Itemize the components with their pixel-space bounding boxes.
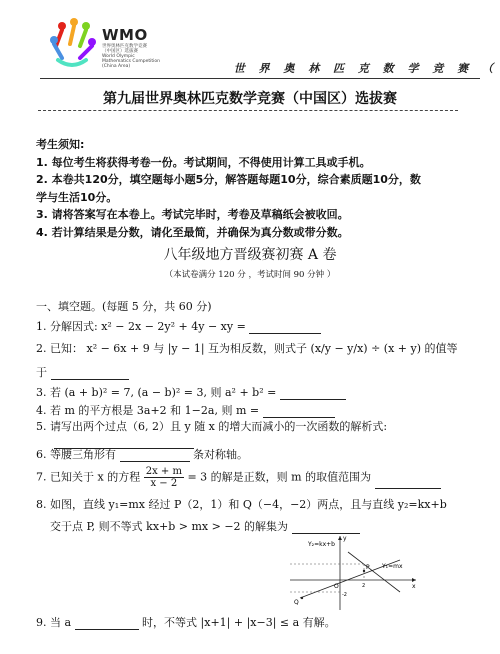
question-2-text-cont: 于	[36, 366, 47, 379]
line-y2	[348, 552, 400, 592]
answer-blank-4[interactable]	[263, 405, 335, 418]
question-9-text-end: 时，不等式 |x+1| + |x−3| ≤ a 有解。	[142, 616, 336, 629]
question-2-cont	[36, 364, 129, 380]
question-5-text: 5. 请写出两个过点（6, 2）且 y 随 x 的增大而减小的一次函数的解析式:	[36, 420, 388, 433]
answer-blank-1[interactable]	[249, 321, 321, 334]
question-6	[36, 446, 248, 462]
notice-block	[36, 136, 421, 241]
question-8-text: 8. 如图，直线 y₁=mx 经过 P（2，1）和 Q（−4，−2）两点，且与直线 y₂=kx+b	[36, 498, 447, 511]
label-y1: Y₁=mx	[382, 563, 403, 570]
question-7-text: 7. 已知关于 x 的方程	[36, 470, 141, 484]
logo-sub-en: World Olympic Mathematics Competition (China Area)	[102, 54, 160, 69]
dashed-divider	[38, 110, 458, 111]
exam-title: 八年级地方晋级赛初赛 A 卷	[163, 247, 337, 263]
logo-sub-cn: 世界奥林匹克数学竞赛	[102, 44, 147, 49]
label-o: O	[334, 583, 339, 590]
label-y-axis: y	[343, 535, 347, 542]
question-3	[36, 384, 346, 400]
logo-sub-cn2: （中国区）选拔赛	[102, 49, 138, 54]
header-rule	[40, 78, 480, 79]
point-q	[301, 597, 303, 599]
question-8-text-cont: 交于点 P, 则不等式 kx+b > mx > −2 的解集为	[50, 520, 289, 533]
tick-neg2: -2	[342, 592, 347, 598]
label-p: P	[366, 564, 370, 571]
question-2	[36, 340, 458, 356]
question-6-text-end: 条对称轴。	[193, 448, 248, 461]
label-q: Q	[294, 599, 299, 606]
question-9	[36, 614, 336, 630]
notice-heading: 考生须知:	[36, 138, 85, 151]
question-8	[36, 496, 447, 512]
answer-blank-6[interactable]	[120, 449, 190, 462]
fraction-numerator: 2x + m	[145, 466, 182, 477]
question-6-text: 6. 等腰三角形有	[36, 448, 116, 461]
answer-blank-3[interactable]	[280, 387, 346, 400]
question-7	[36, 466, 441, 489]
label-x-axis: x	[412, 583, 416, 590]
x-axis-arrow	[412, 578, 416, 582]
main-title: 第九届世界奥林匹克数学竞赛（中国区）选拔赛	[103, 91, 397, 107]
y-axis-arrow	[338, 536, 342, 540]
question-7-text-end: = 3 的解是正数，则 m 的取值范围为	[187, 470, 372, 484]
question-1	[36, 318, 321, 334]
answer-blank-9[interactable]	[75, 617, 139, 630]
question-4-text: 4. 若 m 的平方根是 3a+2 和 1−2a, 则 m =	[36, 404, 260, 417]
exam-note: （本试卷满分 120 分 ，考试时间 90 分钟 ）	[164, 270, 336, 280]
logo-text	[102, 26, 162, 69]
answer-blank-7[interactable]	[375, 476, 441, 489]
point-p	[363, 570, 365, 572]
notice-item: 4. 若计算结果是分数，请化至最简，并确保为真分数或带分数。	[36, 225, 349, 239]
question-4	[36, 402, 335, 418]
question-7-fraction	[144, 466, 184, 489]
label-y2: Y₂=kx+b	[308, 541, 335, 548]
section-heading: 一、填空题。(每题 5 分，共 60 分)	[36, 300, 212, 313]
question-9-text: 9. 当 a	[36, 616, 72, 629]
notice-item: 2. 本卷共120分，填空题每小题5分，解答题每题10分，综合素质题10分，数	[36, 173, 421, 186]
header-right-text: 世 界 奥 林 匹 克 数 学 竞 赛 （	[233, 62, 498, 75]
question-3-text: 3. 若 (a + b)² = 7, (a − b)² = 3, 则 a² + b² =	[36, 386, 277, 399]
question-2-text: 2. 已知： x² − 6x + 9 与 |y − 1| 互为相反数，则式子 (x/y − y/x) ÷ (x + y) 的值等	[36, 342, 458, 355]
notice-item: 学与生活10分。	[36, 190, 118, 204]
question-5	[36, 418, 387, 434]
tick-2: 2	[362, 583, 366, 589]
fraction-denominator: x − 2	[150, 478, 178, 489]
answer-blank-2[interactable]	[51, 367, 129, 380]
line-graph-figure	[282, 532, 422, 612]
logo-name: WMO	[102, 26, 148, 44]
notice-item: 1. 每位考生将获得考卷一份。考试期间，不得使用计算工具或手机。	[36, 155, 371, 169]
notice-item: 3. 请将答案写在本卷上。考试完毕时，考卷及草稿纸会被收回。	[36, 208, 349, 221]
question-1-text: 1. 分解因式: x² − 2x − 2y² + 4y − xy =	[36, 320, 246, 333]
